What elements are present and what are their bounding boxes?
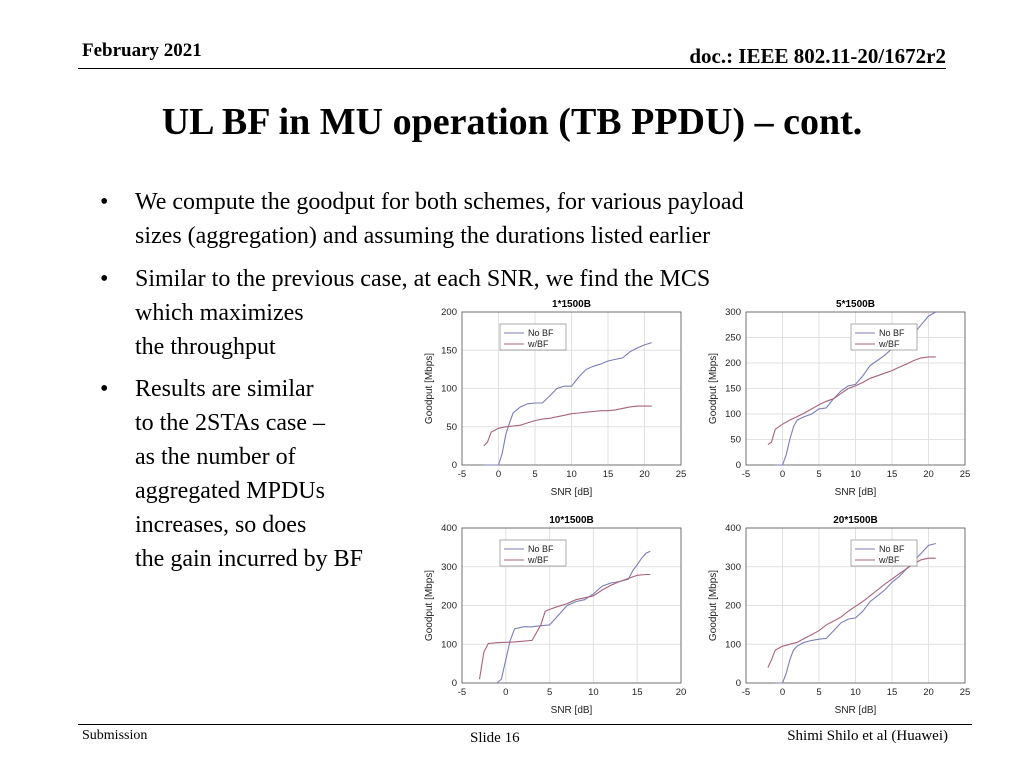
series-line-w-bf [768,357,936,445]
series-line-no-bf [484,343,652,465]
footer-submission: Submission [82,728,148,743]
footer-rule [78,724,972,725]
x-tick-label: 0 [495,469,502,480]
bullet-3-line-1: Results are similar [135,376,314,402]
x-tick-label: -5 [457,469,467,480]
y-tick-label: 100 [441,383,457,395]
y-axis-label: Goodput [Mbps] [424,569,435,642]
y-tick-label: 150 [441,345,457,357]
bullet-dot-icon: • [100,189,109,215]
x-tick-label: 20 [923,469,934,480]
chart-legend [851,324,917,350]
chart-1x1500b-svg [420,296,695,501]
x-tick-label: 0 [779,469,786,480]
chart-title: 20*1500B [833,515,878,526]
x-tick-label: 25 [959,469,971,480]
x-tick-label: 5 [816,469,822,480]
chart-legend [500,324,566,350]
chart-1x1500b [420,296,695,501]
y-tick-label: 100 [725,639,741,651]
y-axis-label: Goodput [Mbps] [424,352,435,425]
x-tick-label: 5 [816,687,822,698]
y-tick-label: 50 [730,434,741,446]
y-tick-label: 0 [735,678,741,689]
chart-10x1500b-svg [420,512,695,719]
x-tick-label: 5 [532,469,538,480]
y-tick-label: 150 [725,383,741,395]
y-axis-label: Goodput [Mbps] [708,352,719,425]
x-tick-label: 20 [639,469,650,480]
legend-label: No BF [879,544,905,554]
x-tick-label: -5 [741,469,751,480]
chart-legend [500,540,566,566]
bullet-dot-icon: • [100,266,109,292]
legend-label: w/BF [528,339,549,349]
chart-10x1500b [420,512,695,719]
chart-20x1500b-svg [704,512,979,719]
legend-label: No BF [528,328,554,338]
y-tick-label: 200 [725,600,741,612]
header-date: February 2021 [82,40,202,61]
bullet-3-line-3: as the number of [135,444,296,470]
chart-legend [851,540,917,566]
chart-20x1500b [704,512,979,719]
chart-title: 10*1500B [549,515,594,526]
chart-title: 5*1500B [836,299,875,310]
chart-5x1500b [704,296,979,501]
y-tick-label: 250 [725,332,741,344]
x-tick-label: 10 [850,687,861,698]
footer-slide-number: Slide 16 [470,730,520,746]
legend-label: No BF [528,544,554,554]
x-tick-label: 20 [923,687,934,698]
y-tick-label: 0 [735,460,741,471]
bullet-3-line-6: the gain incurred by BF [135,546,363,572]
chart-title: 1*1500B [552,299,591,310]
x-tick-label: -5 [741,687,751,698]
bullet-1-line-2: sizes (aggregation) and assuming the durations listed earlier [135,223,711,249]
series-line-no-bf [497,551,650,683]
x-tick-label: 10 [588,687,599,698]
legend-label: w/BF [528,555,549,565]
x-tick-label: 25 [959,687,971,698]
chart-5x1500b-svg [704,296,979,501]
bullet-3-line-5: increases, so does [135,512,307,538]
x-tick-label: 10 [566,469,577,480]
footer-author: Shimi Shilo et al (Huawei) [787,728,948,744]
bullet-dot-icon: • [100,376,109,402]
y-tick-label: 0 [451,460,457,471]
header-rule [78,68,946,69]
x-axis-label: SNR [dB] [550,487,593,498]
y-tick-label: 400 [725,523,741,534]
x-tick-label: 0 [779,687,786,698]
bullet-2-line-2: which maximizes [135,300,304,326]
x-axis-label: SNR [dB] [550,705,593,716]
y-tick-label: 100 [441,639,457,651]
y-axis-label: Goodput [Mbps] [708,569,719,642]
y-tick-label: 100 [725,409,741,420]
x-tick-label: 10 [850,469,861,480]
x-tick-label: 25 [675,469,687,480]
y-tick-label: 300 [441,561,457,573]
x-tick-label: 15 [886,469,898,480]
x-axis-label: SNR [dB] [834,487,877,498]
x-axis-label: SNR [dB] [834,705,877,716]
x-tick-label: 5 [546,687,553,698]
x-tick-label: 15 [602,469,614,480]
legend-label: w/BF [879,339,900,349]
bullet-2-line-1: Similar to the previous case, at each SNR, we find the MCS [135,266,711,292]
header-doc-id: doc.: IEEE 802.11-20/1672r2 [689,44,946,68]
bullet-3-line-4: aggregated MPDUs [135,478,325,504]
x-tick-label: 15 [631,687,643,698]
y-tick-label: 300 [725,561,741,573]
y-tick-label: 200 [725,358,741,369]
legend-label: w/BF [879,555,900,565]
x-tick-label: 0 [503,687,509,698]
y-tick-label: 0 [451,678,457,689]
bullet-2-line-3: the throughput [135,334,276,360]
y-tick-label: 300 [725,307,741,318]
slide-title: UL BF in MU operation (TB PPDU) – cont. [161,101,863,143]
series-line-w-bf [484,406,652,446]
y-tick-label: 400 [441,523,457,534]
x-tick-label: 20 [675,687,687,698]
legend-label: No BF [879,328,905,338]
bullet-1-line-1: We compute the goodput for both schemes, for various payload [135,189,744,215]
y-tick-label: 200 [441,307,457,318]
x-tick-label: 15 [886,687,898,698]
bullet-3-line-2: to the 2STAs case – [135,410,326,436]
y-tick-label: 200 [441,600,457,612]
y-tick-label: 50 [446,421,457,433]
x-tick-label: -5 [457,687,467,698]
